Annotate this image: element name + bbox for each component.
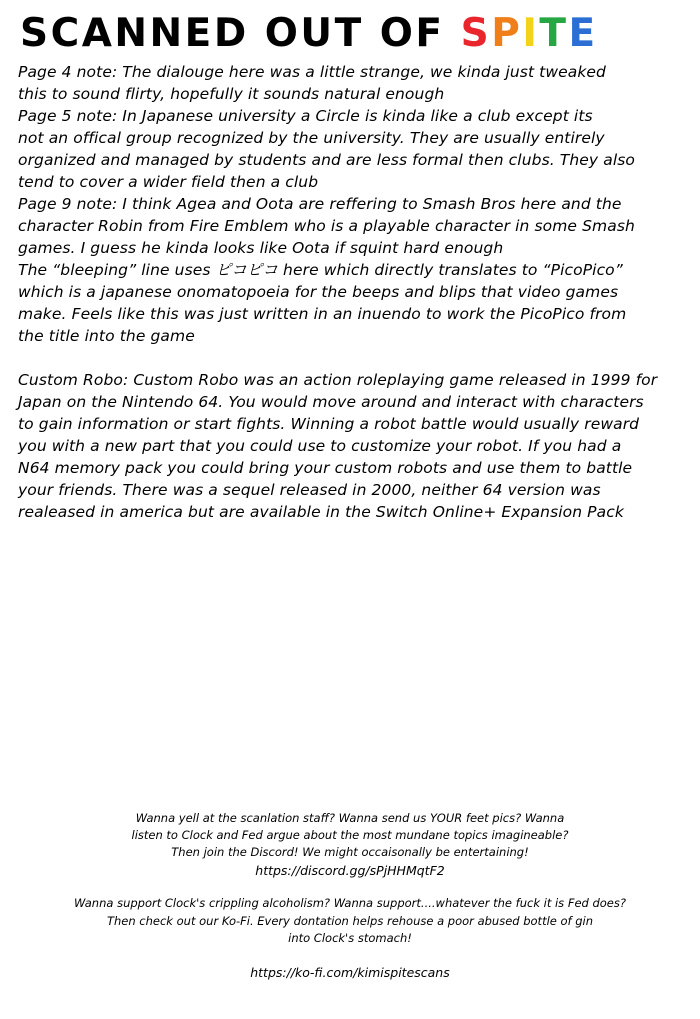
note-line: which is a japanese onomatopoeia for the beeps and blips that video games <box>18 282 619 301</box>
note-line: not an offical group recognized by the university. They are usually entirely <box>18 128 605 147</box>
note-line: Page 4 note: The dialouge here was a little strange, we kinda just tweaked <box>18 62 606 81</box>
footer-line: into Clock's stomach! <box>288 930 412 945</box>
footer-line: Wanna yell at the scanlation staff? Wanna send us YOUR feet pics? Wanna <box>135 810 565 825</box>
discord-promo <box>40 810 660 882</box>
page-title <box>14 11 686 56</box>
kofi-link[interactable]: https://ko-fi.com/kimispitescans <box>250 965 450 980</box>
note-line: you with a new part that you could use to customize your robot. If you had a <box>18 436 622 455</box>
kofi-promo <box>40 895 660 947</box>
title-letter-t: T <box>539 11 569 56</box>
footer-line: listen to Clock and Fed argue about the most mundane topics imagineable? <box>131 827 569 842</box>
note-line: the title into the game <box>18 326 195 345</box>
note-line: Page 5 note: In Japanese university a Circle is kinda like a club except its <box>18 106 593 125</box>
title-letter-i: I <box>522 11 540 56</box>
scan-notes-page <box>0 11 700 1019</box>
title-plain-text: SCANNED OUT OF <box>20 11 461 56</box>
note-line: tend to cover a wider field then a club <box>18 172 319 191</box>
note-paragraph-custom-robo <box>18 369 686 523</box>
note-line: this to sound flirty, hopefully it sounds natural enough <box>18 84 445 103</box>
note-line: Custom Robo: Custom Robo was an action roleplaying game released in 1999 for <box>18 370 658 389</box>
paragraph-spacer <box>18 347 686 369</box>
note-line: make. Feels like this was just written in an inuendo to work the PicoPico from <box>18 304 627 323</box>
note-line: your friends. There was a sequel released in 2000, neither 64 version was <box>18 480 601 499</box>
note-line: realeased in america but are available in the Switch Online+ Expansion Pack <box>18 502 624 521</box>
note-line: character Robin from Fire Emblem who is a playable character in some Smash <box>18 216 635 235</box>
footer-line: Then check out our Ko-Fi. Every dontation helps rehouse a poor abused bottle of gin <box>106 913 594 928</box>
note-paragraph-page4 <box>18 61 686 105</box>
title-letter-p: P <box>491 11 523 56</box>
discord-link[interactable]: https://discord.gg/sPjHHMqtF2 <box>255 863 445 879</box>
note-line: games. I guess he kinda looks like Oota if squint hard enough <box>18 238 504 257</box>
note-paragraph-page9 <box>18 193 686 259</box>
note-line: N64 memory pack you could bring your custom robots and use them to battle <box>18 458 633 477</box>
note-paragraph-page5 <box>18 105 686 193</box>
note-line: Page 9 note: I think Agea and Oota are reffering to Smash Bros here and the <box>18 194 622 213</box>
footer-line: Wanna support Clock's crippling alcoholism? Wanna support....whatever the fuck it is Fed does? <box>74 896 626 911</box>
footer <box>0 810 700 984</box>
note-paragraph-picopico <box>18 259 686 347</box>
note-line: The “bleeping” line uses ピコピコ here which directly translates to “PicoPico” <box>18 260 623 279</box>
note-line: Japan on the Nintendo 64. You would move around and interact with characters <box>18 392 644 411</box>
title-letter-e: E <box>568 11 598 56</box>
translator-notes <box>14 61 686 523</box>
note-line: to gain information or start fights. Winning a robot battle would usually reward <box>18 414 640 433</box>
title-letter-s: S <box>460 11 492 56</box>
footer-line: Then join the Discord! We might occaisonally be entertaining! <box>171 845 529 859</box>
note-line: organized and managed by students and are less formal then clubs. They also <box>18 150 635 169</box>
